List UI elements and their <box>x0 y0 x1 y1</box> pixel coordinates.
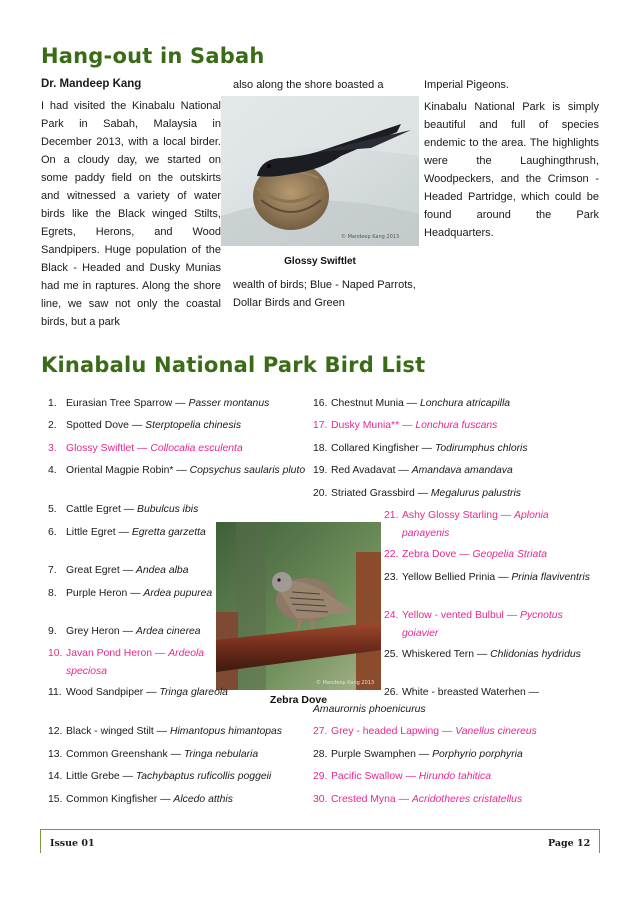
bird-item-23: 23. Yellow Bellied Prinia — Prinia flaviventris <box>384 572 590 583</box>
bird-item-26-sci: Amaurornis phoenicurus <box>313 704 426 715</box>
bird-item-28: 28. Purple Swamphen — Porphyrio porphyria <box>313 749 523 760</box>
issue-label: Issue 01 <box>50 838 95 849</box>
footer-rule-left <box>40 829 41 853</box>
glossy-swiftlet-photo <box>221 96 419 246</box>
bird-item-24: 24. Yellow - vented Bulbul — Pycnotus goiavier <box>384 610 563 639</box>
bird-item-10: 10. Javan Pond Heron — Ardeola speciosa <box>48 648 205 677</box>
bird-item-7: 7. Great Egret — Andea alba <box>48 565 189 576</box>
photo1-watermark: © Mandeep Kang 2013 <box>341 234 400 240</box>
bird-item-29: 29. Pacific Swallow — Hirundo tahitica <box>313 771 491 782</box>
bird-item-18: 18. Collared Kingfisher — Todirumphus chloris <box>313 443 528 454</box>
bird-item-14: 14. Little Grebe — Tachybaptus ruficollis poggeii <box>48 771 272 782</box>
bird-item-30: 30. Crested Myna — Acridotheres cristatellus <box>313 794 523 805</box>
bird-item-25: 25. Whiskered Tern — Chlidonias hydridus <box>384 649 581 660</box>
bird-item-12: 12. Black - winged Stilt — Himantopus himantopas <box>48 726 283 737</box>
zebra-dove-caption: Zebra Dove <box>269 694 328 706</box>
glossy-swiftlet-caption: Glossy Swiftlet <box>284 256 356 267</box>
article-author: Dr. Mandeep Kang <box>41 78 142 90</box>
footer-rule <box>40 829 600 830</box>
bird-item-26: 26. White - breasted Waterhen — <box>384 687 540 698</box>
bird-item-27: 27. Grey - headed Lapwing — Vanellus cinereus <box>313 726 537 737</box>
birdlist-title: Kinabalu National Park Bird List <box>41 353 426 377</box>
article-column-2-top: also along the shore boasted a <box>233 79 384 91</box>
bird-item-16: 16. Chestnut Munia — Lonchura atricapilla <box>313 398 511 409</box>
article-title: Hang-out in Sabah <box>41 44 265 68</box>
zebra-dove-photo <box>216 522 381 690</box>
bird-item-22: 22. Zebra Dove — Geopelia Striata <box>384 549 547 560</box>
bird-item-15: 15. Common Kingfisher — Alcedo atthis <box>48 794 233 805</box>
page-number: Page 12 <box>548 838 591 849</box>
footer-rule-right <box>599 829 600 853</box>
bird-item-4: 4. Oriental Magpie Robin* — Copsychus saularis pluto <box>48 465 306 476</box>
bird-item-1: 1. Eurasian Tree Sparrow — Passer montanus <box>48 398 270 409</box>
bird-item-5: 5. Cattle Egret — Bubulcus ibis <box>48 504 199 515</box>
bird-item-13: 13. Common Greenshank — Tringa nebularia <box>48 749 259 760</box>
bird-item-19: 19. Red Avadavat — Amandava amandava <box>313 465 513 476</box>
bird-item-20: 20. Striated Grassbird — Megalurus palustris <box>313 488 521 499</box>
bird-item-8: 8. Purple Heron — Ardea pupurea <box>48 588 213 599</box>
bird-item-2: 2. Spotted Dove — Sterptopelia chinesis <box>48 420 242 431</box>
bird-item-3: 3. Glossy Swiftlet — Collocalia esculenta <box>48 443 243 454</box>
bird-item-6: 6. Little Egret — Egretta garzetta <box>48 527 206 538</box>
bird-item-21: 21. Ashy Glossy Starling — Aplonia panayenis <box>384 510 549 539</box>
bird-item-17: 17. Dusky Munia** — Lonchura fuscans <box>313 420 498 431</box>
bird-item-9: 9. Grey Heron — Ardea cinerea <box>48 626 201 637</box>
article-column-2-bottom: wealth of birds; Blue - Naped Parrots, Dollar Birds and Green <box>233 279 416 309</box>
photo2-watermark: © Mandeep Kang 2013 <box>316 680 375 686</box>
article-column-3-a: Imperial Pigeons. <box>424 79 509 91</box>
article-column-3-b: Kinabalu National Park is simply beautiful and full of species endemic to the area. The highlights were the Laughingthrush, Woodpeckers, and the Crimson - Headed Partridge, which could be found around the Park Headquarters. <box>424 101 599 239</box>
bird-item-11: 11. Wood Sandpiper — Tringa glareola <box>48 687 228 698</box>
article-column-1: I had visited the Kinabalu National Park in Sabah, Malaysia in December 2013, with a local birder. On a cloudy day, we started on some paddy field on the outskirts and witnessed a variety of water birds like the Black winged Stilts, Egrets, Herons, and Wood Sandpipers. Huge population of the Black - Headed and Dusky Munias had me in raptures. Along the shore line, we saw not only the coastal birds, but a park <box>41 100 221 328</box>
